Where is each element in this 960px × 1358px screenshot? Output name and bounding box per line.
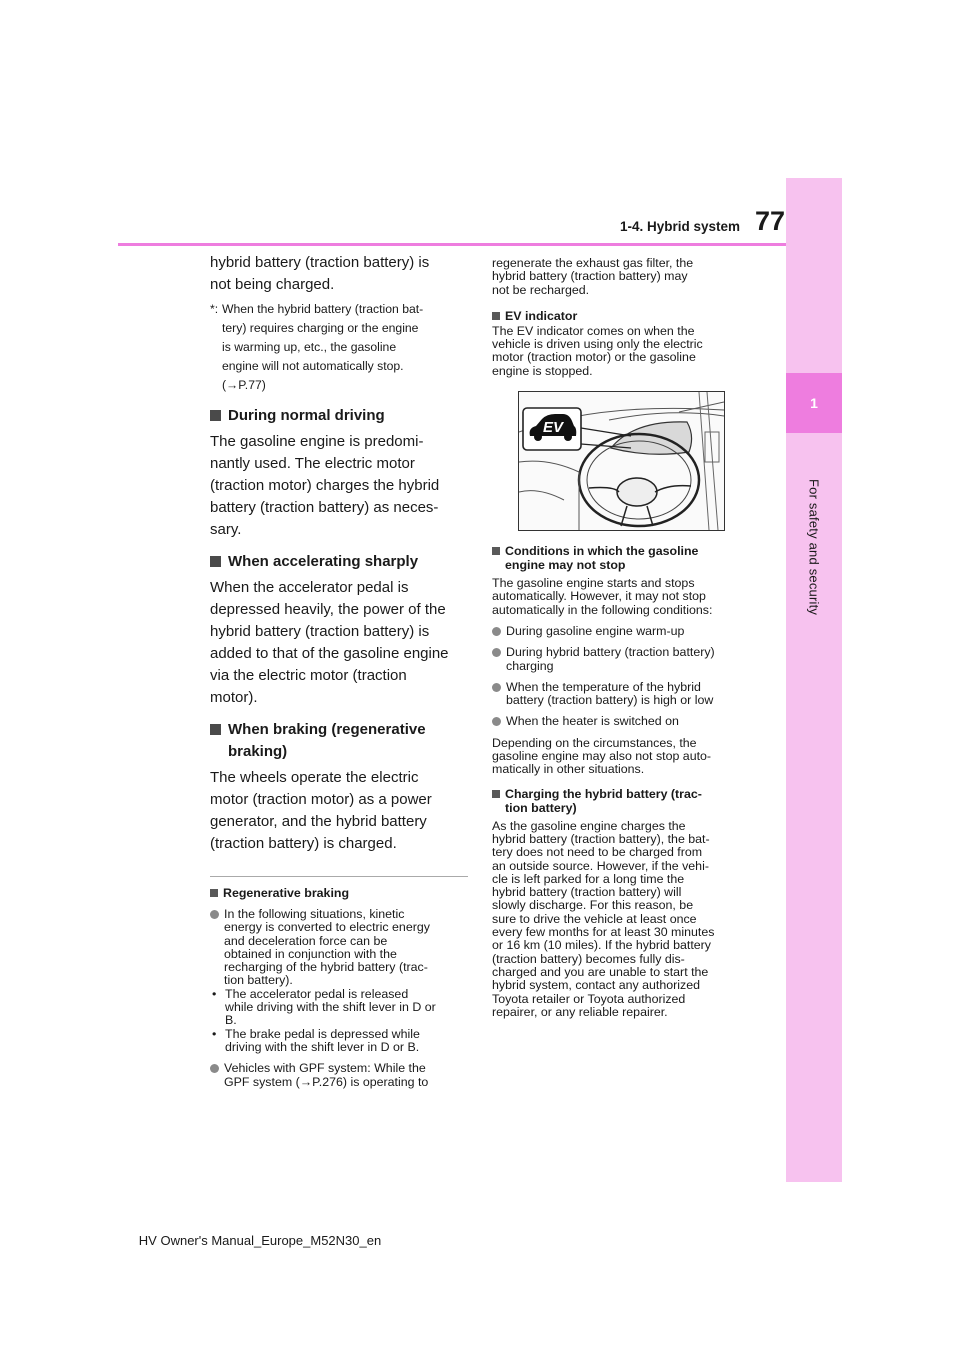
text-line: via the electric motor (traction — [210, 667, 407, 684]
side-tab — [786, 178, 842, 1182]
sub-bullet-icon: • — [212, 986, 217, 1001]
heading-normal-driving — [210, 405, 468, 427]
text-line: Depending on the circumstances, the — [492, 735, 697, 750]
square-bullet-icon — [492, 790, 500, 798]
text-line: regenerate the exhaust gas filter, the — [492, 256, 694, 270]
text-line: Toyota retailer or Toyota authorized — [492, 991, 686, 1006]
continued-text — [492, 257, 752, 297]
heading-regenerative-braking — [210, 886, 468, 900]
text-line: engine is stopped. — [492, 363, 593, 378]
heading-text — [505, 544, 698, 572]
charging-text — [492, 820, 752, 1019]
text-line: motor (traction motor) or the gasoline — [492, 350, 696, 365]
chapter-number: 1 — [786, 373, 842, 433]
text-line: matically in other situations. — [492, 762, 645, 777]
text-line: an outside source. However, if the vehi- — [492, 858, 709, 873]
footer-text: HV Owner's Manual_Europe_M52N30_en — [138, 1233, 382, 1248]
list-item-text — [224, 908, 430, 988]
text-line: nantly used. The electric motor — [210, 455, 415, 472]
conditions-text — [492, 577, 752, 617]
chapter-title: For safety and security — [806, 478, 822, 616]
sub-list-item — [210, 988, 468, 1028]
conditions-closing-text — [492, 737, 752, 777]
page-number: 77 — [754, 206, 785, 236]
bullet-dot-icon — [492, 717, 501, 726]
heading-ev-indicator — [492, 309, 752, 323]
text-line: In the following situations, kinetic — [224, 907, 405, 921]
text-line: not being charged. — [210, 276, 335, 293]
ev-indicator-text — [492, 325, 752, 378]
text-line: When braking (regenerative — [228, 721, 426, 738]
list-item-text: During gasoline engine warm-up — [506, 623, 685, 638]
text-line: hybrid battery (traction battery), the bat- — [492, 831, 710, 846]
text-line: battery (traction battery) as neces- — [210, 499, 439, 516]
bullet-dot-icon — [210, 910, 219, 919]
right-column — [492, 252, 752, 1019]
square-bullet-icon — [210, 724, 221, 735]
footnote-mark: *: — [210, 302, 219, 316]
text-line: When the hybrid battery (traction bat- — [222, 302, 424, 316]
text-line: every few months for at least 30 minutes — [492, 925, 715, 940]
sub-list-item — [210, 1028, 468, 1055]
text-line: During hybrid battery (traction battery) — [506, 645, 715, 660]
bullet-dot-icon — [492, 627, 501, 636]
text-line: hybrid battery (traction battery) is — [210, 254, 430, 271]
text-line: (traction battery) is charged. — [210, 835, 397, 852]
heading-text: EV indicator — [505, 308, 578, 323]
text-line: When the temperature of the hybrid — [506, 679, 701, 694]
text-line: motor (traction motor) as a power — [210, 791, 432, 808]
text-line: and deceleration force can be — [224, 933, 388, 948]
normal-driving-text — [210, 431, 468, 541]
footnote-text — [222, 300, 423, 395]
text-line: depressed heavily, the power of the — [210, 601, 446, 618]
text-line: or 16 km (10 miles). If the hybrid battery — [492, 938, 711, 953]
text-line: battery (traction battery) is high or low — [506, 693, 714, 708]
left-column — [210, 252, 468, 1089]
heading-accelerating — [210, 551, 468, 573]
text-line: The gasoline engine starts and stops — [492, 576, 695, 591]
list-item-text: When the heater is switched on — [506, 714, 679, 729]
square-bullet-icon — [210, 556, 221, 567]
text-line: GPF system (→P.276) is operating to — [224, 1074, 429, 1089]
sub-bullet-icon: • — [212, 1026, 217, 1041]
header-divider — [118, 243, 786, 246]
text-line: generator, and the hybrid battery — [210, 813, 427, 830]
text-line: tery does not need to be charged from — [492, 845, 703, 860]
text-line: The brake pedal is depressed while — [225, 1026, 420, 1041]
text-line: automatically. However, it may not stop — [492, 589, 706, 604]
text-line: is warming up, etc., the gasoline — [222, 340, 397, 354]
section-heading: 1-4. Hybrid system — [619, 219, 740, 234]
intro-text — [210, 252, 468, 296]
text-line: Conditions in which the gasoline — [505, 544, 699, 559]
page-reference-link: (→P.77) — [222, 378, 266, 392]
text-line: When the accelerator pedal is — [210, 579, 409, 596]
sub-list-item-text — [225, 1028, 420, 1055]
text-line: tion battery). — [224, 973, 293, 988]
list-item — [492, 625, 752, 638]
list-item — [492, 715, 752, 728]
text-line: As the gasoline engine charges the — [492, 818, 686, 833]
text-line: tery) requires charging or the engine — [222, 321, 419, 335]
text-line: charging — [506, 658, 554, 673]
dashboard-illustration — [518, 391, 725, 531]
text-line: driving with the shift lever in D or B. — [225, 1039, 420, 1054]
text-line: hybrid battery (traction battery) will — [492, 885, 682, 900]
text-line: The wheels operate the electric — [210, 769, 419, 786]
bullet-dot-icon — [492, 683, 501, 692]
text-line: engine will not automatically stop. — [222, 359, 404, 373]
list-item-text — [506, 681, 713, 708]
text-line: hybrid battery (traction battery) may — [492, 269, 688, 284]
heading-braking — [210, 719, 468, 763]
text-line: motor). — [210, 689, 258, 706]
text-line: automatically in the following conditions: — [492, 602, 713, 617]
text-line: repairer, or any reliable repairer. — [492, 1004, 668, 1019]
heading-text — [228, 719, 426, 763]
section-divider — [210, 876, 468, 877]
text-line: energy is converted to electric energy — [224, 920, 430, 935]
text-line: added to that of the gasoline engine — [210, 645, 449, 662]
square-bullet-icon — [492, 312, 500, 320]
bullet-dot-icon — [210, 1064, 219, 1073]
text-line: braking) — [228, 743, 288, 760]
text-line: The accelerator pedal is released — [225, 986, 409, 1001]
text-line: sary. — [210, 521, 242, 538]
steering-wheel-illustration — [519, 392, 724, 530]
text-line: obtained in conjunction with the — [224, 946, 397, 961]
text-line: B. — [225, 1013, 237, 1028]
text-line: not be recharged. — [492, 282, 590, 297]
heading-charging — [492, 787, 752, 815]
text-line: The EV indicator comes on when the — [492, 323, 695, 338]
braking-text — [210, 767, 468, 855]
text-line: vehicle is driven using only the electric — [492, 337, 703, 352]
list-item — [210, 908, 468, 988]
text-line: tion battery) — [505, 800, 577, 815]
heading-text: During normal driving — [228, 407, 385, 424]
text-line: (traction motor) charges the hybrid — [210, 477, 440, 494]
text-line: engine may not stop — [505, 558, 626, 573]
text-line: hybrid system, contact any authorized — [492, 978, 700, 993]
text-line: while driving with the shift lever in D or — [225, 1000, 436, 1015]
text-line: The gasoline engine is predomi- — [210, 433, 424, 450]
text-line: cle is left parked for a long time the — [492, 871, 685, 886]
text-line: sure to drive the vehicle at least once — [492, 911, 697, 926]
text-line: Vehicles with GPF system: While the — [224, 1061, 426, 1076]
text-line: hybrid battery (traction battery) is — [210, 623, 430, 640]
text-line: slowly discharge. For this reason, be — [492, 898, 694, 913]
heading-text: When accelerating sharply — [228, 553, 419, 570]
heading-text — [505, 787, 702, 815]
bullet-dot-icon — [492, 648, 501, 657]
list-item — [492, 681, 752, 708]
text-line: Charging the hybrid battery (trac- — [505, 786, 702, 801]
text-line: (traction battery) becomes fully dis- — [492, 951, 685, 966]
square-bullet-icon — [210, 410, 221, 421]
heading-conditions — [492, 544, 752, 572]
accelerating-text — [210, 577, 468, 709]
square-bullet-icon — [492, 547, 500, 555]
square-bullet-icon — [210, 889, 218, 897]
text-line: gasoline engine may also not stop auto- — [492, 749, 712, 764]
list-item-text — [506, 646, 715, 673]
ev-badge-icon: EV — [542, 419, 564, 437]
text-line: recharging of the hybrid battery (trac- — [224, 960, 428, 975]
footnote — [210, 300, 468, 395]
heading-text: Regenerative braking — [223, 886, 350, 900]
sub-list-item-text — [225, 988, 436, 1028]
text-line: charged and you are unable to start the — [492, 964, 709, 979]
list-item — [210, 1062, 468, 1089]
list-item-text — [224, 1062, 428, 1089]
list-item — [492, 646, 752, 673]
